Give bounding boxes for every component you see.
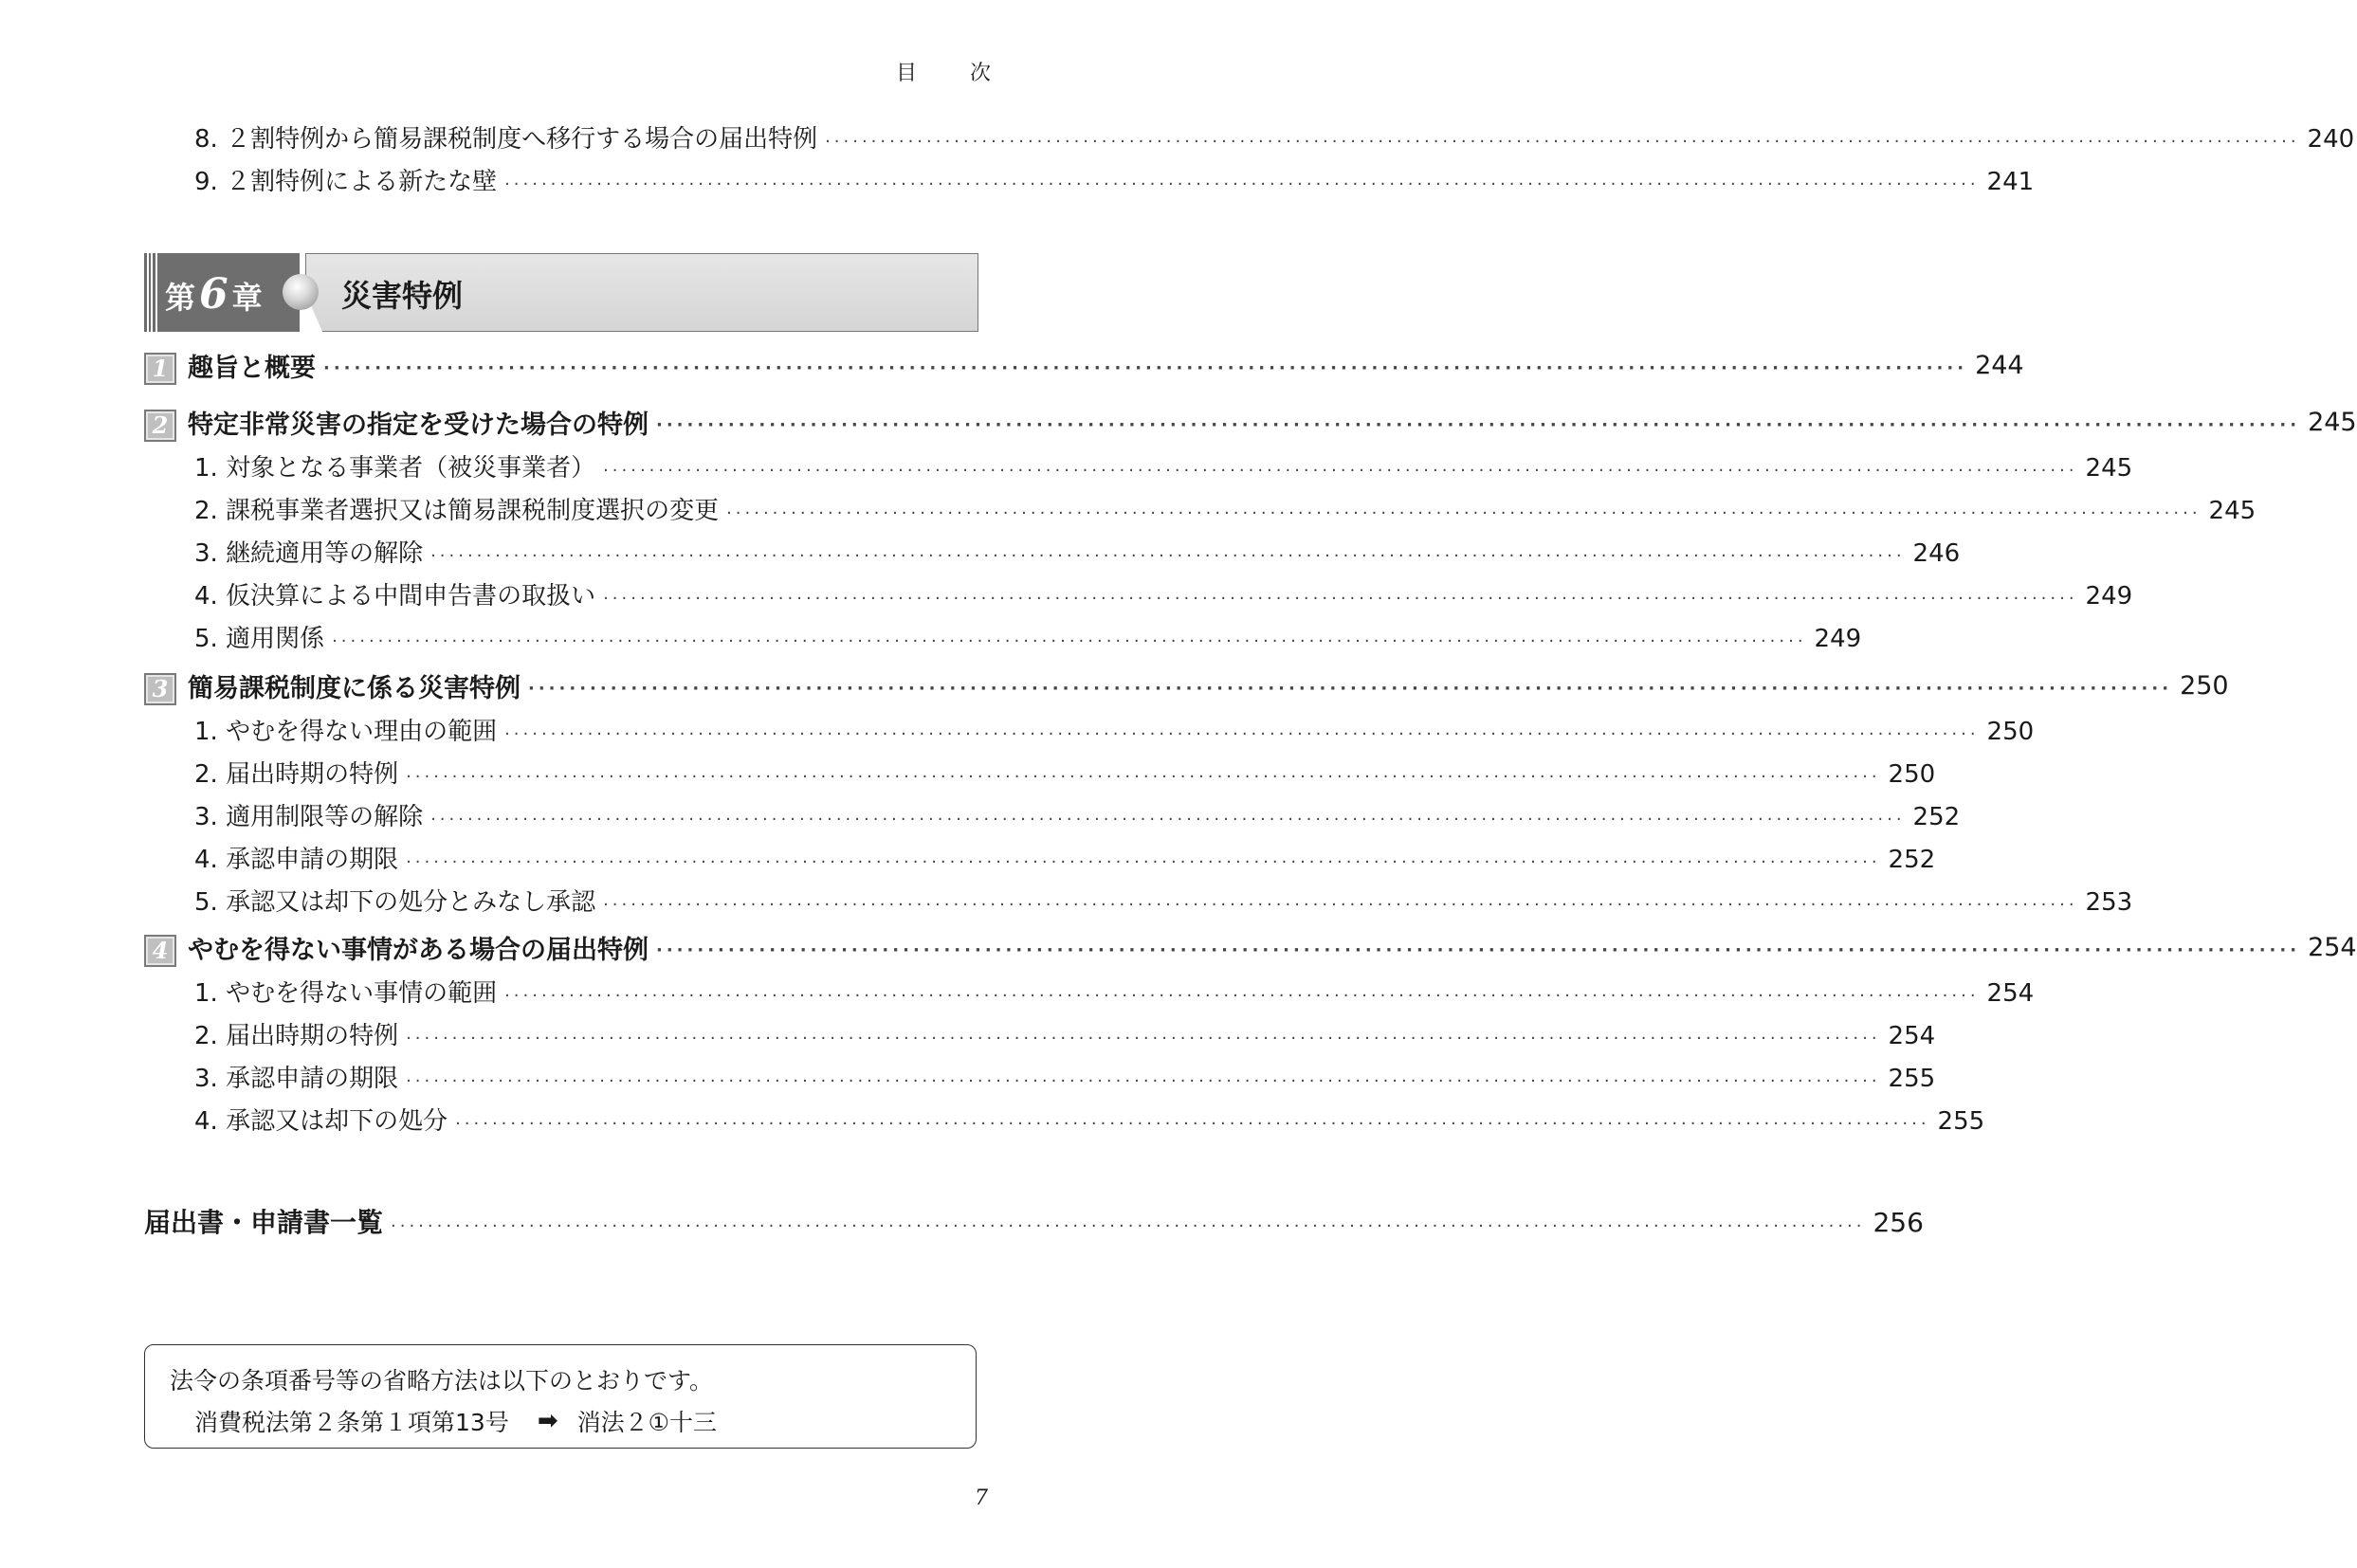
leader-dots: ································································································································································ xyxy=(504,724,1980,744)
toc-page-number: 255 xyxy=(1937,1107,1985,1136)
toc-page-number: 249 xyxy=(2085,582,2133,611)
leader-dots: ································································································································································ xyxy=(406,767,1881,787)
toc-item[interactable] xyxy=(194,883,2133,918)
toc-item-label: 2. 届出時期の特例 xyxy=(194,760,399,789)
toc-item-label: 3. 適用制限等の解除 xyxy=(194,803,424,831)
toc-page-number: 252 xyxy=(1912,803,1961,831)
leader-dots: ································································································································································ xyxy=(726,503,2202,523)
leader-dots: ································································································································································ xyxy=(603,895,2078,915)
toc-item[interactable] xyxy=(194,1016,1936,1051)
toc-section[interactable] xyxy=(144,404,2357,441)
leader-dots: ································································································································································ xyxy=(656,940,2301,960)
toc-item[interactable] xyxy=(194,534,1961,569)
toc-section-label xyxy=(144,929,649,966)
toc-item[interactable] xyxy=(194,619,1862,654)
toc-item-label: 1. やむを得ない事情の範囲 xyxy=(194,979,498,1008)
note-line1: 法令の条項番号等の省略方法は以下のとおりです。 xyxy=(170,1367,714,1395)
leader-dots: ································································································································································ xyxy=(332,631,1807,651)
toc-final-page: 256 xyxy=(1873,1207,1924,1238)
toc-item[interactable] xyxy=(194,491,2257,526)
leader-dots: ································································································································································ xyxy=(825,132,2300,152)
note-example-short: 消法２①十三 xyxy=(576,1409,718,1436)
toc-page-number: 252 xyxy=(1888,846,1936,874)
toc-item[interactable] xyxy=(194,840,1936,875)
toc-item[interactable] xyxy=(194,1059,1936,1094)
toc-item-label: 2. 届出時期の特例 xyxy=(194,1022,399,1050)
leader-dots: ································································································································································ xyxy=(430,810,1906,830)
leader-dots: ································································································································································ xyxy=(504,986,1980,1006)
toc-item-label: 9. ２割特例による新たな壁 xyxy=(194,168,498,196)
page-number: 7 xyxy=(975,1486,988,1510)
leader-dots: ································································································································································ xyxy=(603,589,2078,609)
toc-page-number: 244 xyxy=(1975,351,2024,380)
toc-item-label: 5. 適用関係 xyxy=(194,625,325,653)
toc-item[interactable] xyxy=(194,576,2133,611)
toc-page-number: 255 xyxy=(1888,1065,1936,1093)
toc-section-label xyxy=(144,347,316,384)
section-number-badge: 2 xyxy=(144,410,176,442)
note-example-full: 消費税法第２条第１項第13号 xyxy=(194,1409,509,1436)
toc-page-number: 250 xyxy=(1986,718,2035,746)
toc-item-label: 1. 対象となる事業者（被災事業者） xyxy=(194,454,596,483)
section-title: 簡易課税制度に係る災害特例 xyxy=(188,674,521,703)
toc-item-label: 4. 承認申請の期限 xyxy=(194,846,399,874)
toc-item-label: 3. 継続適用等の解除 xyxy=(194,539,424,568)
toc-item-label: 8. ２割特例から簡易課税制度へ移行する場合の届出特例 xyxy=(194,125,818,154)
running-head xyxy=(896,57,991,86)
chapter-number: 6 xyxy=(199,270,228,319)
leader-dots: ································································································································································ xyxy=(391,1216,1866,1236)
toc-item[interactable] xyxy=(194,755,1936,790)
toc-page-number: 249 xyxy=(1814,625,1862,653)
toc-section[interactable] xyxy=(144,667,2229,704)
toc-item[interactable] xyxy=(194,974,2035,1009)
chapter-banner xyxy=(144,253,978,332)
toc-page-number: 241 xyxy=(1986,168,2035,196)
toc-final-label: 届出書・申請書一覧 xyxy=(144,1207,384,1238)
toc-item[interactable] xyxy=(194,1102,1985,1137)
toc-section[interactable] xyxy=(144,929,2357,966)
toc-item-label: 1. やむを得ない理由の範囲 xyxy=(194,718,498,746)
toc-page-number: 240 xyxy=(2307,125,2355,154)
toc-page-number: 250 xyxy=(2180,671,2229,701)
leader-dots: ································································································································································ xyxy=(504,174,1980,194)
toc-item[interactable] xyxy=(194,712,2035,747)
toc-section-label xyxy=(144,667,521,704)
section-number-badge: 4 xyxy=(144,935,176,967)
toc-page-number: 246 xyxy=(1912,539,1961,568)
abbreviation-note-box xyxy=(144,1344,977,1449)
toc-page-number: 254 xyxy=(2308,933,2357,962)
toc-item[interactable] xyxy=(194,119,2355,155)
toc-item[interactable] xyxy=(194,448,2133,483)
toc-page-number: 250 xyxy=(1888,760,1936,789)
leader-dots: ································································································································································ xyxy=(406,1029,1881,1048)
toc-item-label: 4. 仮決算による中間申告書の取扱い xyxy=(194,582,596,611)
toc-item-label: 2. 課税事業者選択又は簡易課税制度選択の変更 xyxy=(194,497,720,525)
section-number-badge: 3 xyxy=(144,673,176,705)
chapter-number-label xyxy=(165,270,263,319)
toc-page-number: 254 xyxy=(1888,1022,1936,1050)
toc-final-entry[interactable] xyxy=(144,1202,1924,1240)
arrow-right-icon: ➡ xyxy=(537,1407,558,1435)
chapter-title: 災害特例 xyxy=(341,278,464,314)
banner-orb-icon xyxy=(283,274,319,310)
toc-item[interactable] xyxy=(194,162,2035,197)
chapter-suffix: 章 xyxy=(231,280,263,316)
toc-item-label: 3. 承認申請の期限 xyxy=(194,1065,399,1093)
toc-page-number: 253 xyxy=(2085,888,2133,917)
note-example xyxy=(194,1404,717,1438)
leader-dots: ································································································································································ xyxy=(455,1114,1930,1134)
section-title: 趣旨と概要 xyxy=(188,354,316,383)
toc-page-number: 245 xyxy=(2085,454,2133,483)
leader-dots: ································································································································································ xyxy=(430,546,1906,566)
toc-section[interactable] xyxy=(144,347,2024,384)
leader-dots: ································································································································································ xyxy=(603,461,2078,481)
toc-item-label: 4. 承認又は却下の処分 xyxy=(194,1107,448,1136)
toc-section-label xyxy=(144,404,649,441)
toc-page-number: 254 xyxy=(1986,979,2035,1008)
leader-dots: ································································································································································ xyxy=(656,415,2301,435)
banner-stripes xyxy=(144,253,155,332)
leader-dots: ································································································································································ xyxy=(528,679,2173,699)
leader-dots: ································································································································································ xyxy=(323,358,1968,378)
chapter-prefix: 第 xyxy=(165,280,196,316)
toc-item-label: 5. 承認又は却下の処分とみなし承認 xyxy=(194,888,596,917)
toc-page-number: 245 xyxy=(2308,408,2357,437)
section-title: やむを得ない事情がある場合の届出特例 xyxy=(188,936,649,965)
running-head-part1: 目 xyxy=(896,62,918,85)
toc-item[interactable] xyxy=(194,797,1961,832)
running-head-part2: 次 xyxy=(969,62,991,85)
section-number-badge: 1 xyxy=(144,353,176,385)
leader-dots: ································································································································································ xyxy=(406,852,1881,872)
section-title: 特定非常災害の指定を受けた場合の特例 xyxy=(188,410,649,440)
leader-dots: ································································································································································ xyxy=(406,1071,1881,1091)
toc-page-number: 245 xyxy=(2208,497,2257,525)
